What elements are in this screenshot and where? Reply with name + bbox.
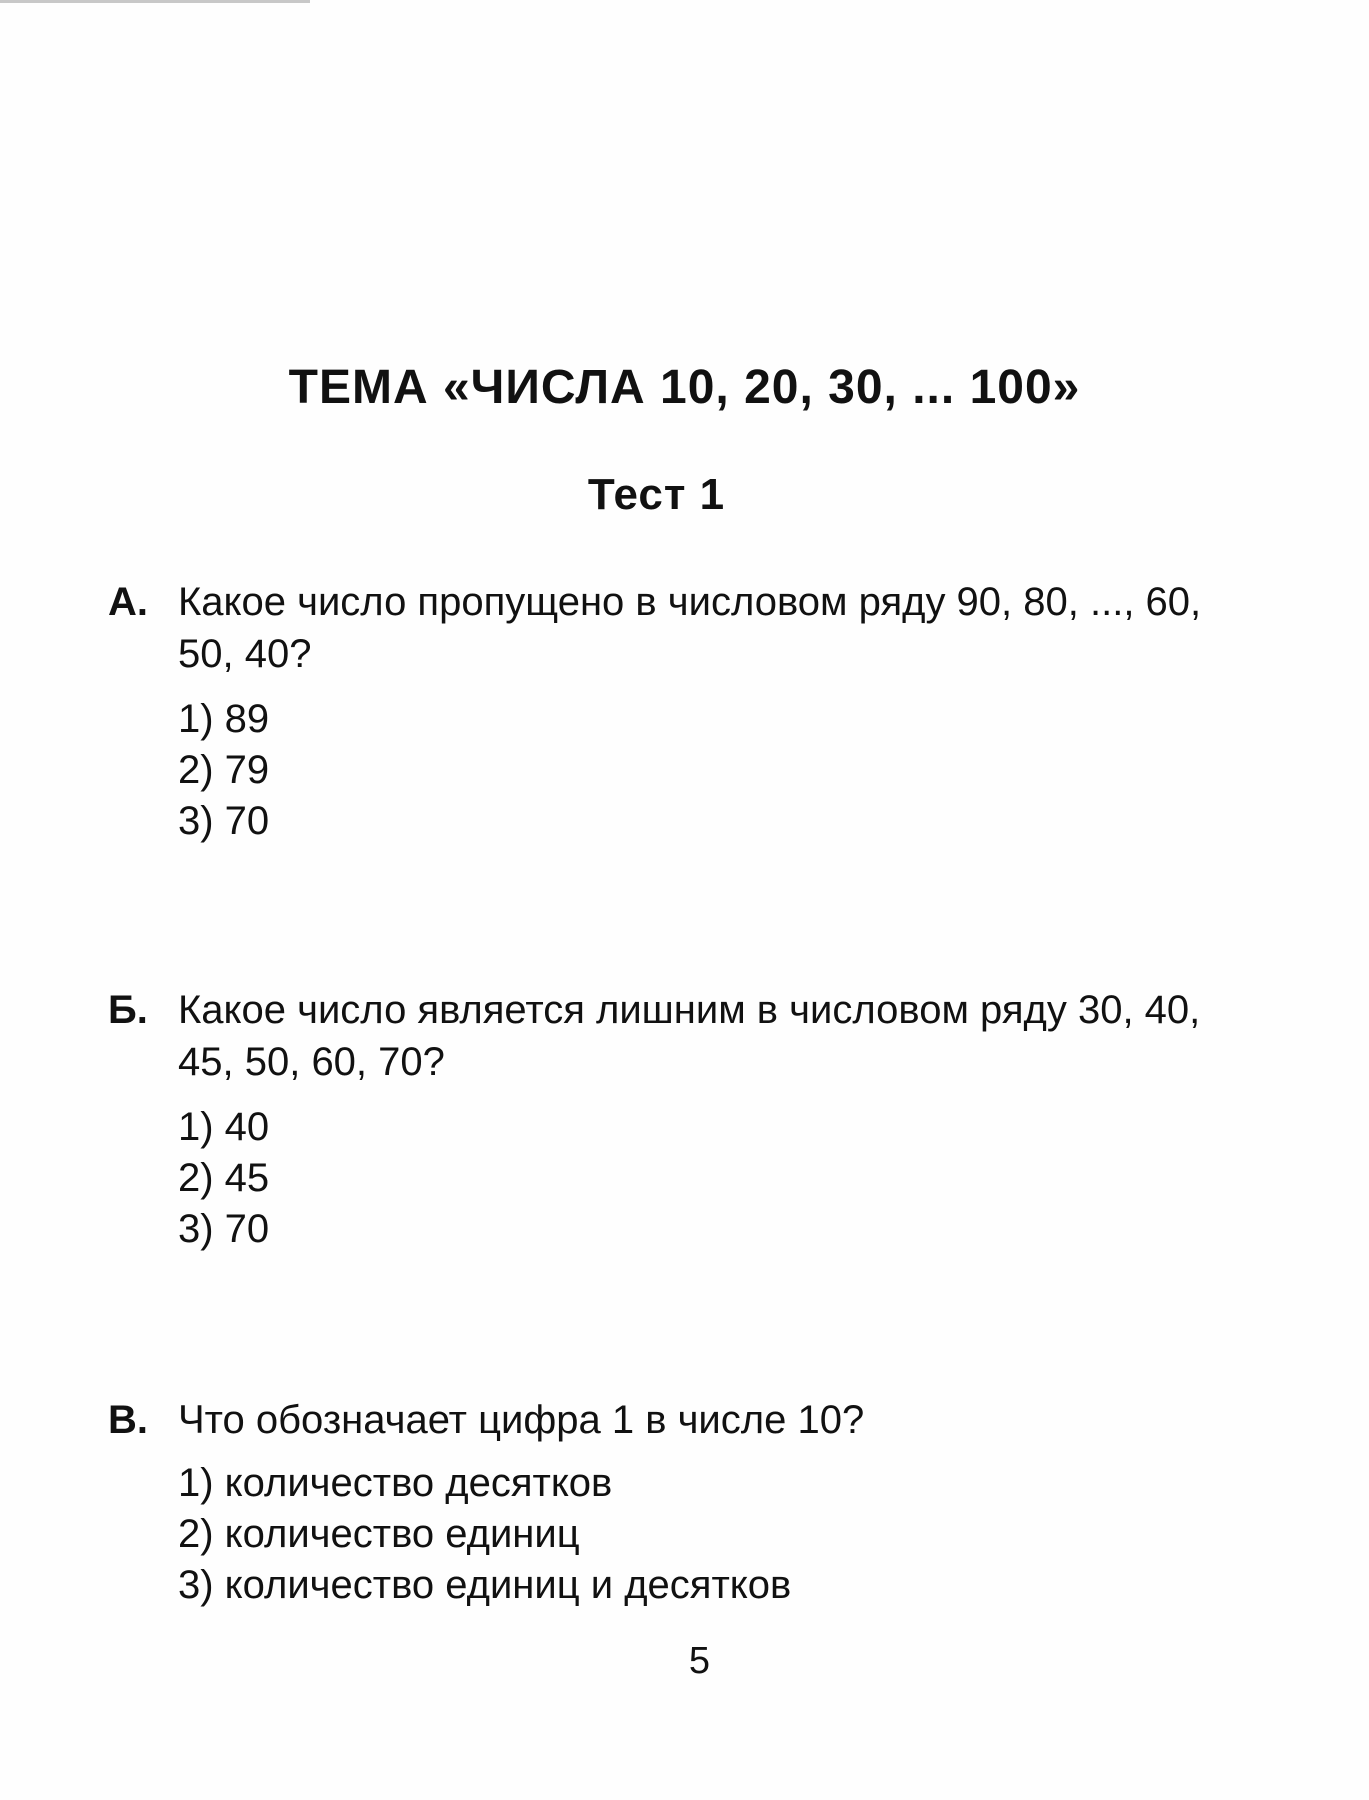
answer-options xyxy=(178,1458,791,1611)
answer-option: 2) 79 xyxy=(178,748,270,792)
answer-option: 3) 70 xyxy=(178,1207,270,1251)
answer-options xyxy=(178,1102,269,1255)
answer-option: 1) 40 xyxy=(178,1105,270,1149)
question-letter: А. xyxy=(108,580,148,624)
answer-options xyxy=(178,694,269,847)
answer-option: 2) количество единиц xyxy=(178,1512,580,1556)
answer-option: 3) 70 xyxy=(178,799,270,843)
test-subtitle: Тест 1 xyxy=(587,470,726,519)
answer-option: 1) количество десятков xyxy=(178,1461,613,1505)
answer-option: 3) количество единиц и десятков xyxy=(178,1563,792,1607)
answer-option: 1) 89 xyxy=(178,697,270,741)
page-title: ТЕМА «ЧИСЛА 10, 20, 30, ... 100» xyxy=(288,361,1081,414)
answer-option: 2) 45 xyxy=(178,1156,270,1200)
scan-edge-mark xyxy=(0,0,310,3)
question-text: Что обозначает цифра 1 в числе 10? xyxy=(178,1398,865,1442)
question-letter: Б. xyxy=(108,988,148,1032)
question-text: Какое число пропущено в числовом ряду 90, 80, ..., 60, 50, 40? xyxy=(178,580,1202,676)
question-letter: В. xyxy=(108,1398,148,1442)
page-number: 5 xyxy=(688,1640,711,1682)
question-text: Какое число является лишним в числовом ряду 30, 40, 45, 50, 60, 70? xyxy=(178,988,1201,1084)
